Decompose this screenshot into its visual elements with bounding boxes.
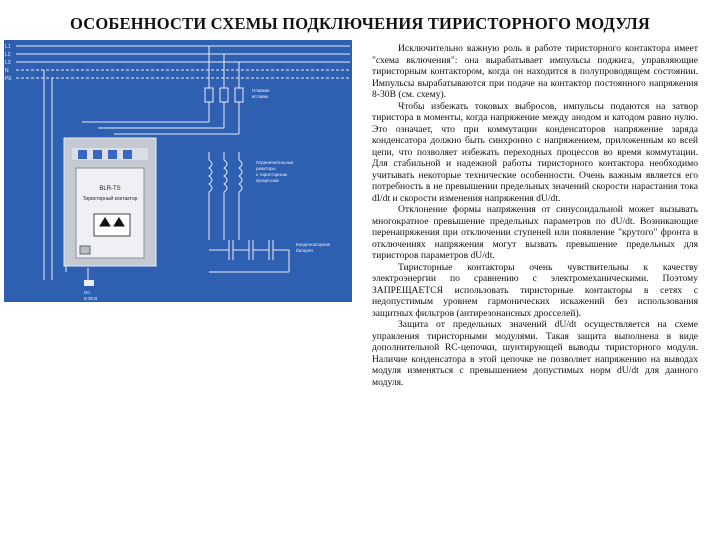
module-name-label: Тиристорный контактор xyxy=(82,196,138,202)
capacitor-label: батарея xyxy=(296,248,313,253)
fuses-label: Плавкие xyxy=(252,88,270,93)
reactor-label: Ограничительные xyxy=(256,160,294,165)
svg-text:L3: L3 xyxy=(5,60,11,66)
wiring-diagram xyxy=(4,40,352,302)
capacitor-label: Конденсаторная xyxy=(296,242,331,247)
svg-text:L1: L1 xyxy=(5,44,11,50)
paragraph: Тиристорные контакторы очень чувствительны к качеству электроэнергии по сравнению с электромеханическими. Поэтому ЗАПРЕЩАЕТСЯ использовать тиристорные контакторы в сетях с недопустимым уровнем гармонических искажений без использования защитных фильтров (антирезонансных дросселей). xyxy=(372,261,698,319)
reactor-label: процессам xyxy=(256,178,279,183)
paragraph: Защита от предельных значений dU/dt осуществляется на схеме управления тиристорными модулями. Такая защита выполнена в виде дополнительной RC-цепочки, шунтирующей выводы тиристорного модуля. Наличие конденсатора в этой цепочке не позволяет напряжению на выводах модуля изменяться с превышением допустимых норм dU/dt для данного модуля. xyxy=(372,319,698,388)
module-model-label: BLR-TS xyxy=(99,186,121,192)
reactor-label: к тиристорным xyxy=(256,172,287,177)
paragraph: Отклонение формы напряжения от синусоидальной может вызывать многократное превышение предельных параметров по dU/dt. Возникающие перенапряжения при отключении ступеней или появление "крутого" фронта в отключениях напряжения могут вызвать превышение предельных для тиристоров параметров dU/dt. xyxy=(372,204,698,261)
svg-text:PE: PE xyxy=(5,76,12,82)
article-text xyxy=(372,43,698,388)
svg-text:N: N xyxy=(5,68,9,74)
fuses-label: вставки xyxy=(252,94,268,99)
svg-text:L2: L2 xyxy=(5,52,11,58)
wiring-schematic xyxy=(4,40,352,302)
control-voltage-label: 8-30 В xyxy=(84,296,98,301)
paragraph: Исключительно важную роль в работе тиристорного контактора имеет "схема включения": она вырабатывает импульсы поджига, управляющие тиристорным контактором, когда он находится в полупроводящем состоянии. Импульсы вырабатываются при подаче на контактор постоянного напряжения 8-30В (см. схему). xyxy=(372,43,698,100)
control-voltage-label: DC xyxy=(84,290,91,295)
page-title: ОСОБЕННОСТИ СХЕМЫ ПОДКЛЮЧЕНИЯ ТИРИСТОРНОГО МОДУЛЯ xyxy=(70,14,650,33)
reactor-label: реакторы xyxy=(256,166,276,171)
paragraph: Чтобы избежать токовых выбросов, импульсы подаются на затвор тиристора в моменты, когда напряжение между анодом и катодом равно нулю. Это означает, что при коммутации конденсаторов напряжение заряда конденсатора должно быть синхронно с напряжением, приложенным ко всей цепи, что позволяет избежать переходных процессов во время коммутации. Для стабильной и надежной работы тиристорного контактора необходимо учитывать некоторые технические особенности. Очень важным является его потребность в не превышении предельных значений скорости нарастания тока dI/dt и скорости изменения напряжения dU/dt. xyxy=(372,100,698,204)
